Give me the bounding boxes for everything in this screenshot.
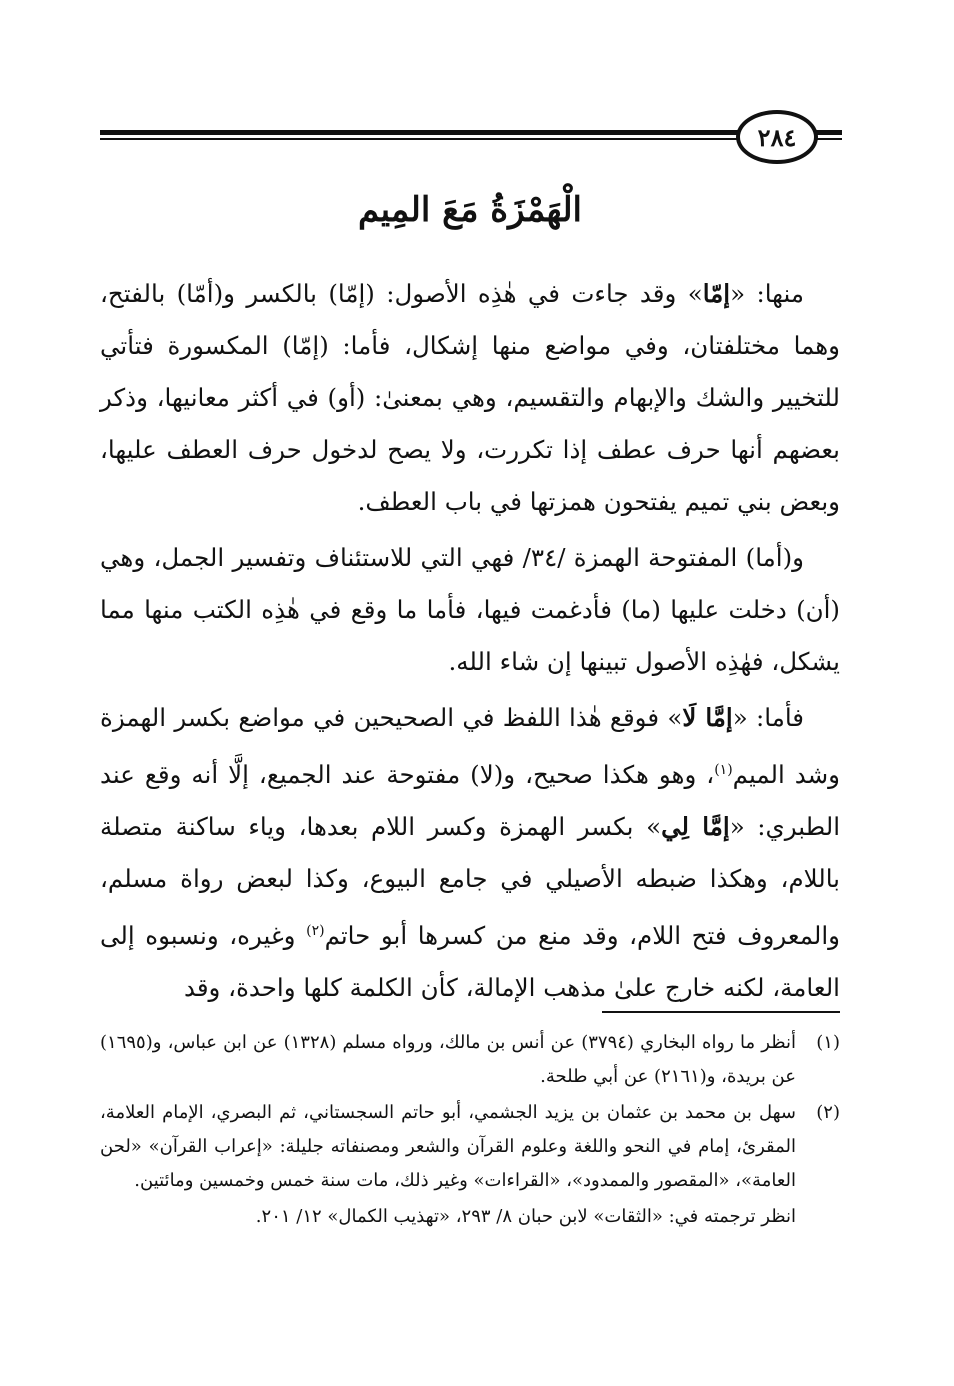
- paragraph-3-lead: فأما: «: [732, 703, 805, 732]
- footnote-separator: [602, 1011, 840, 1013]
- body-text: [100, 268, 840, 1018]
- paragraph-1-keyword: إمّا: [702, 279, 731, 308]
- footnote-ref-1[interactable]: (١): [714, 762, 733, 778]
- paragraph-3-text-d: وغيره، ونسبوه إلى العامة، لكنه خارج علىٰ مذهب الإمالة، كأن الكلمة كلها واحدة، وقد: [100, 921, 840, 1003]
- page-number: ٢٨٤: [736, 110, 818, 164]
- footnote-ref-2[interactable]: (٢): [306, 923, 325, 940]
- paragraph-2-text: و(أما) المفتوحة الهمزة /٣٤/ فهي التي للاستئناف وتفسير الجمل، وهي (أن) دخلت عليها (ما) فأدغمت فيها، فأما ما وقع في هٰذِه الكتب منها مما يشكل، فهٰذِه الأصول تبينها إن شاء الله.: [100, 543, 840, 676]
- paragraph-1: [100, 268, 840, 528]
- paragraph-1-lead: منها: «: [730, 279, 804, 308]
- footnote-2: [100, 1096, 840, 1198]
- paragraph-2: [100, 532, 840, 688]
- paragraph-1-text: » وقد جاءت في هٰذِه الأصول: (إمّا) بالكسر و(أمّا) بالفتح، وهما مختلفتان، وفي مواضع منها إشكال، فأما: (إمّا) المكسورة فتأتي للتخيير والشك والإبهام والتقسيم، وهي بمعنىٰ: (أو) في أكثر معانيها، وذكر بعضهم أنها حرف عطف إذا تكررت، ولا يصح لدخول حرف العطف عليها، وبعض بني تميم يفتحون همزتها في باب العطف.: [100, 279, 840, 516]
- footnote-1-number: (١): [816, 1032, 840, 1053]
- footnotes: [100, 1026, 840, 1234]
- footnote-1: [100, 1026, 840, 1094]
- header-rule-thick-line: [100, 130, 740, 135]
- paragraph-3-keyword-2: إمَّا لِي: [661, 812, 730, 842]
- footnote-1-text: أنظر ما رواه البخاري (٣٧٩٤) عن أنس بن مالك، ورواه مسلم (١٣٢٨) عن ابن عباس، و(١٦٩٥) عن بريدة، و(٢١٦١) عن أبي طلحة.: [100, 1032, 796, 1087]
- paragraph-3-text-a: » فوقع هٰذا اللفظ في الصحيحين في مواضع بكسر الهمزة وشد الميم: [100, 703, 840, 790]
- paragraph-3-text-c: » بكسر الهمزة وكسر اللام بعدها، وياء ساكنة متصلة باللام، وهكذا ضبطه الأصيلي في جامع البيوع، وكذا لبعض رواة مسلم، والمعروف فتح اللام، وقد منع من كسرها أبو حاتم: [100, 812, 840, 951]
- paragraph-3-keyword: إمَّا لَا: [682, 703, 733, 732]
- header-rule: [100, 130, 740, 142]
- paragraph-3-text-b: ، وهو هكذا صحيح، و(لا) مفتوحة عند الجميع، إلَّا أنه وقع عند الطبري: «: [100, 760, 840, 842]
- paragraph-3: [100, 692, 840, 1014]
- footnote-2-reference: انظر ترجمته في: «الثقات» لابن حبان ٨/ ٢٩٣، «تهذيب الكمال» ١٢/ ٢٠١.: [255, 1206, 796, 1227]
- footnote-2-number: (٢): [816, 1102, 840, 1123]
- footnote-2-text: سهل بن محمد بن عثمان بن يزيد الجشمي، أبو حاتم السجستاني، ثم البصري، الإمام العلامة، المقرئ، إمام في النحو واللغة وعلوم القرآن والشعر ومصنفاته جليلة: «إعراب القرآن» «لحن العامة»، «المقصور والممدود»، «القراءات» وغير ذلك، مات سنة خمس وخمسين ومائتين.: [100, 1102, 796, 1191]
- header-rule-thin-line: [100, 138, 740, 140]
- chapter-title: الْهَمْزَةُ مَعَ المِيم: [357, 190, 583, 230]
- page-number-ornament: [730, 110, 842, 170]
